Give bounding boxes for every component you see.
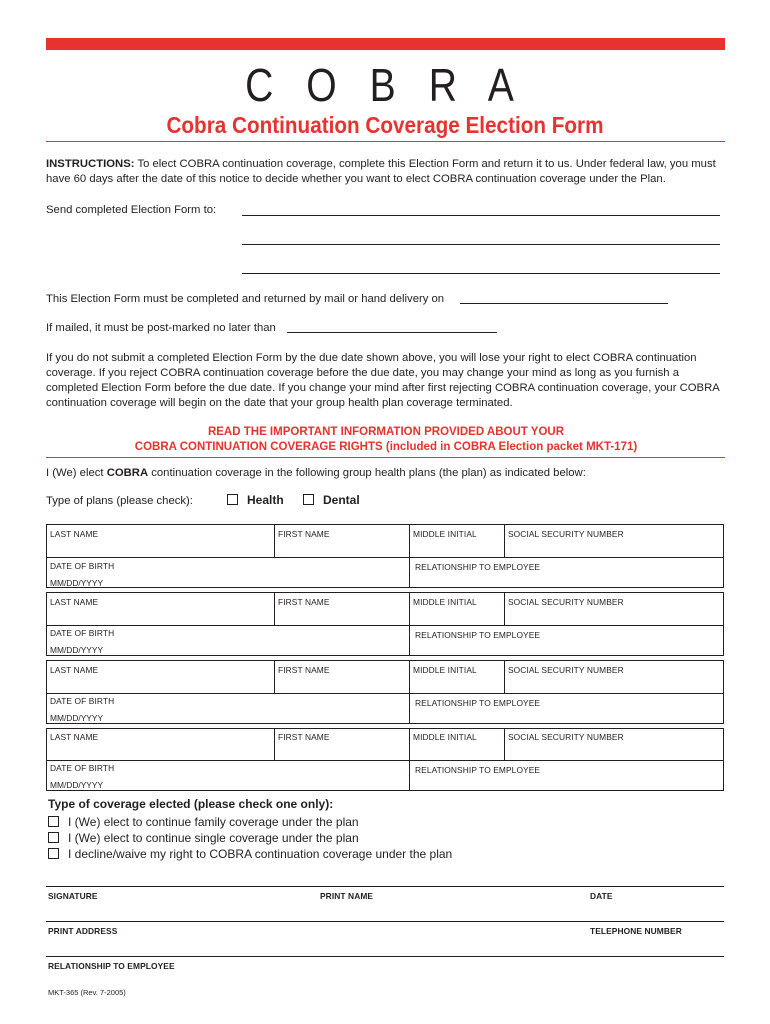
dob-field[interactable]: DATE OF BIRTH <box>50 628 115 638</box>
form-id: MKT-365 (Rev. 7-2005) <box>48 988 126 997</box>
coverage-option-decline[interactable]: I decline/waive my right to COBRA continuation coverage under the plan <box>48 847 452 861</box>
last-name-field[interactable]: LAST NAME <box>50 732 99 742</box>
decline-checkbox[interactable] <box>48 848 59 859</box>
row-divider <box>46 557 724 558</box>
dob-format: MM/DD/YYYY <box>50 645 104 655</box>
signature-line[interactable] <box>46 886 724 887</box>
relationship-field[interactable]: RELATIONSHIP TO EMPLOYEE <box>415 698 541 708</box>
coverage-option-single[interactable]: I (We) elect to continue single coverage under the plan <box>48 831 359 845</box>
plan-health-option[interactable]: Health <box>227 493 284 507</box>
ssn-field[interactable]: SOCIAL SECURITY NUMBER <box>508 732 624 742</box>
dob-format: MM/DD/YYYY <box>50 713 104 723</box>
instructions-text: To elect COBRA continuation coverage, complete this Election Form and return it to us. Under federal law, you must have 60 days after the date of this notice to decide whether you want to elect COBRA continuation coverage under the Plan. <box>46 158 716 185</box>
send-to-line-2[interactable] <box>242 244 720 245</box>
dental-checkbox[interactable] <box>303 494 314 505</box>
postmark-label: If mailed, it must be post-marked no later than <box>46 322 276 334</box>
address-line[interactable] <box>46 921 724 922</box>
print-name-label: PRINT NAME <box>320 891 374 901</box>
date-label: DATE <box>590 891 613 901</box>
single-checkbox[interactable] <box>48 832 59 843</box>
signature-label: SIGNATURE <box>48 891 98 901</box>
header-red-bar <box>46 38 725 50</box>
election-statement: I (We) elect COBRA continuation coverage in the following group health plans (the plan) as indicated below: <box>46 467 586 479</box>
family-checkbox[interactable] <box>48 816 59 827</box>
send-to-line-3[interactable] <box>242 273 720 274</box>
last-name-field[interactable]: LAST NAME <box>50 529 99 539</box>
print-address-label: PRINT ADDRESS <box>48 926 118 936</box>
first-name-field[interactable]: FIRST NAME <box>278 732 330 742</box>
middle-initial-field[interactable]: MIDDLE INITIAL <box>413 529 477 539</box>
middle-initial-field[interactable]: MIDDLE INITIAL <box>413 732 477 742</box>
last-name-field[interactable]: LAST NAME <box>50 665 99 675</box>
return-by-date-line[interactable] <box>460 303 668 304</box>
telephone-label: TELEPHONE NUMBER <box>590 926 682 936</box>
page-title: C O B R A <box>245 59 525 111</box>
return-by-label: This Election Form must be completed and returned by mail or hand delivery on <box>46 293 445 305</box>
last-name-field[interactable]: LAST NAME <box>50 597 99 607</box>
ssn-field[interactable]: SOCIAL SECURITY NUMBER <box>508 529 624 539</box>
relationship-line[interactable] <box>46 956 724 957</box>
relationship-field[interactable]: RELATIONSHIP TO EMPLOYEE <box>415 630 541 640</box>
dob-format: MM/DD/YYYY <box>50 578 104 588</box>
dob-field[interactable]: DATE OF BIRTH <box>50 763 115 773</box>
dob-field[interactable]: DATE OF BIRTH <box>50 561 115 571</box>
instructions-label: INSTRUCTIONS: <box>46 158 135 170</box>
title-divider <box>46 141 725 142</box>
ssn-field[interactable]: SOCIAL SECURITY NUMBER <box>508 597 624 607</box>
send-to-line-1[interactable] <box>242 215 720 216</box>
send-to-label: Send completed Election Form to: <box>46 204 217 216</box>
middle-initial-field[interactable]: MIDDLE INITIAL <box>413 665 477 675</box>
plan-dental-option[interactable]: Dental <box>303 493 360 507</box>
health-checkbox[interactable] <box>227 494 238 505</box>
instructions <box>46 157 726 187</box>
middle-initial-field[interactable]: MIDDLE INITIAL <box>413 597 477 607</box>
postmark-date-line[interactable] <box>287 332 497 333</box>
relationship-field[interactable]: RELATIONSHIP TO EMPLOYEE <box>415 765 541 775</box>
notice-line-2: COBRA CONTINUATION COVERAGE RIGHTS (included in COBRA Election packet MKT-171) <box>134 441 638 453</box>
dob-format: MM/DD/YYYY <box>50 780 104 790</box>
relationship-label: RELATIONSHIP TO EMPLOYEE <box>48 961 175 971</box>
form-subtitle: Cobra Continuation Coverage Election Form <box>166 112 604 138</box>
first-name-field[interactable]: FIRST NAME <box>278 665 330 675</box>
notice-line-1: READ THE IMPORTANT INFORMATION PROVIDED ABOUT YOUR <box>207 426 565 438</box>
notice-divider <box>46 457 725 458</box>
warning-paragraph: If you do not submit a completed Election Form by the due date shown above, you will lose your right to elect COBRA continuation coverage. If you reject COBRA continuation coverage before the due date, you may change your mind as long as you furnish a completed Election Form before the due date. If you change your mind after first rejecting COBRA continuation coverage, your COBRA continuation coverage will begin on the date that your group health plan coverage terminated. <box>46 352 720 409</box>
coverage-heading: Type of coverage elected (please check one only): <box>48 797 334 811</box>
dob-field[interactable]: DATE OF BIRTH <box>50 696 115 706</box>
first-name-field[interactable]: FIRST NAME <box>278 529 330 539</box>
first-name-field[interactable]: FIRST NAME <box>278 597 330 607</box>
relationship-field[interactable]: RELATIONSHIP TO EMPLOYEE <box>415 562 541 572</box>
ssn-field[interactable]: SOCIAL SECURITY NUMBER <box>508 665 624 675</box>
plans-label: Type of plans (please check): <box>46 495 193 507</box>
coverage-option-family[interactable]: I (We) elect to continue family coverage under the plan <box>48 815 359 829</box>
